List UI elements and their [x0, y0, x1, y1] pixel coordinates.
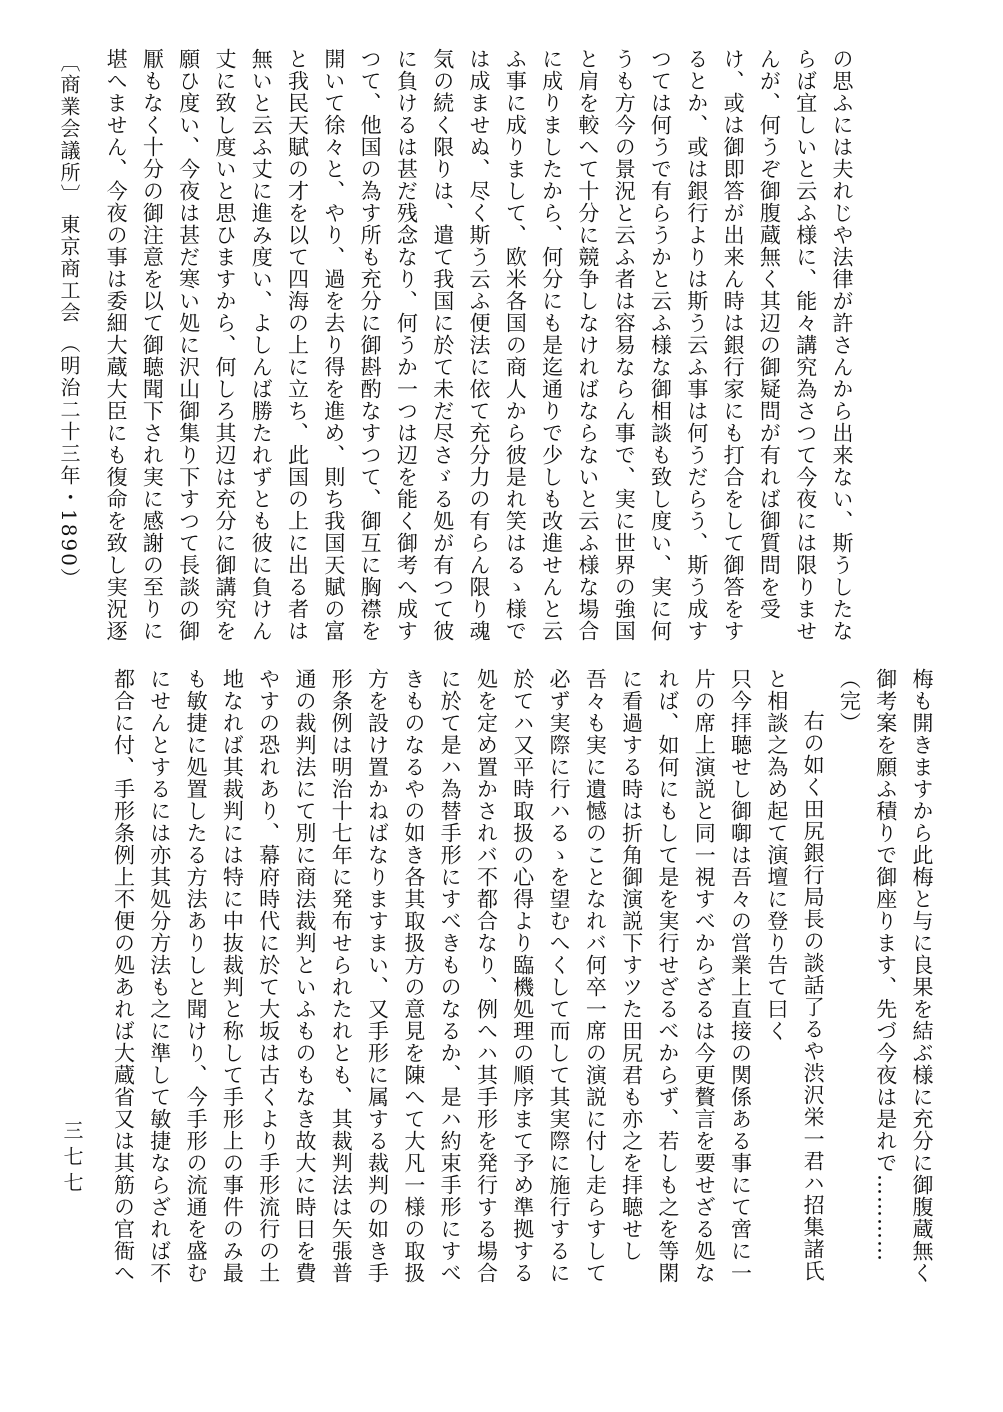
paragraph: 只今拝聴せし御啣は吾々の営業上直接の関係ある事にて啻に一片の席上演説と同一視すべからざるは今更贅言を要せざる処なれば、如何にもして是を実行せざるべからず、若しも之を等閑に看過する時は折角御演説下すツた田尻君も亦之を拝聴せし吾々も実に遺憾のことなれバ何卒一席の演説に付し走らすして必ず実際に行ハるゝを望むへくして而して其実際に施行するに於てハ又平時取扱の心得より臨機処理の順序まて予め準拠する処を定め置かされバ不都合なり、例へハ其手形を発行する場合に於て是ハ為替手形にすべきものなるか、是ハ約束手形にすべきものなるやの如き各其取扱方の意見を陳へて大凡一様の取扱方を設け置かねばなりますまい、又手形に属する裁判の如き手形条例は明治十七年に発布せられたれとも、其裁判法は矢張普通の裁判法にて別に商法裁判といふものもなき故大に時日を費やすの恐れあり、幕府時代に於て大坂は古くより手形流行の土地なれば其裁判には特に中抜裁判と称して手形上の事件のみ最も敏捷に処置したる方法ありしと聞けり、今手形の流通を盛むにせんとするには亦其処分方法も之に準して敏捷ならざれば不都合に付、手形条例上不便の処あれば大蔵省又は其筋の官衙へ	[111, 668, 753, 1284]
page-number: 三七七	[60, 1120, 84, 1198]
upper-text-block	[100, 48, 860, 660]
paragraph: 梅も開きますから此梅と与に良果を結ぶ様に充分に御腹蔵無く御考案を願ふ積りで御座ります、先づ今夜は是れで…………（完）	[837, 668, 934, 1284]
source-date: （明治二十三年・1890）	[57, 332, 81, 590]
source-title: 東京商工会	[57, 214, 81, 325]
source-publisher: 〔商業会議所〕	[57, 52, 81, 206]
paragraph: の思ふには夫れじや法律が許さんから出来ない、斯うしたならば宜しいと云ふ様に、能々講究為さつて今夜には限りませんが、何うぞ御腹蔵無く其辺の御疑問が有れば御質問を受け、或は御即答が出来ん時は銀行家にも打合をして御答をするとか、或は銀行よりは斯う云ふ事は何うだらう、斯う成すつては何うで有らうかと云ふ様な御相談も致し度い、実に何うも方今の景況と云ふ者は容易ならん事で、実に世界の強国と肩を較へて十分に競争しなければならないと云ふ様な場合に成りましたから、何分にも是迄通りで少しも改進せんと云ふ事に成りまして、欧米各国の商人から彼是れ笑はるゝ様では成ませぬ、尽く斯う云ふ便法に依て充分力の有らん限り魂気の続く限りは、遣て我国に於て未だ尽さゞる処が有つて彼に負けるは甚だ残念なり、何うか一つは辺を能く御考へ成すつて、他国の為す所も充分に御斟酌なすつて、御互に胸襟を開いて徐々と、やり、過を去り得を進め、則ち我国天賦の富と我民天賦の才を以て四海の上に立ち、此国の上に出る者は無いと云ふ丈に進み度い、よしんば勝たれずとも彼に負けん丈に致し度いと思ひますから、何しろ其辺は充分に御講究を願ひ度い、今夜は甚だ寒い処に沢山御集り下すつて長談の御厭もなく十分の御注意を以て御聴聞下され実に感謝の至りに堪へません、今夜の事は委細大蔵大臣にも復命を致し実況逐	[104, 48, 854, 642]
paragraph: 右の如く田尻銀行局長の談話了るや渋沢栄一君ハ招集諸氏と相談之為め起て演壇に登り告て曰く	[764, 668, 826, 1282]
source-caption	[55, 52, 84, 590]
lower-text-block	[105, 668, 940, 1288]
